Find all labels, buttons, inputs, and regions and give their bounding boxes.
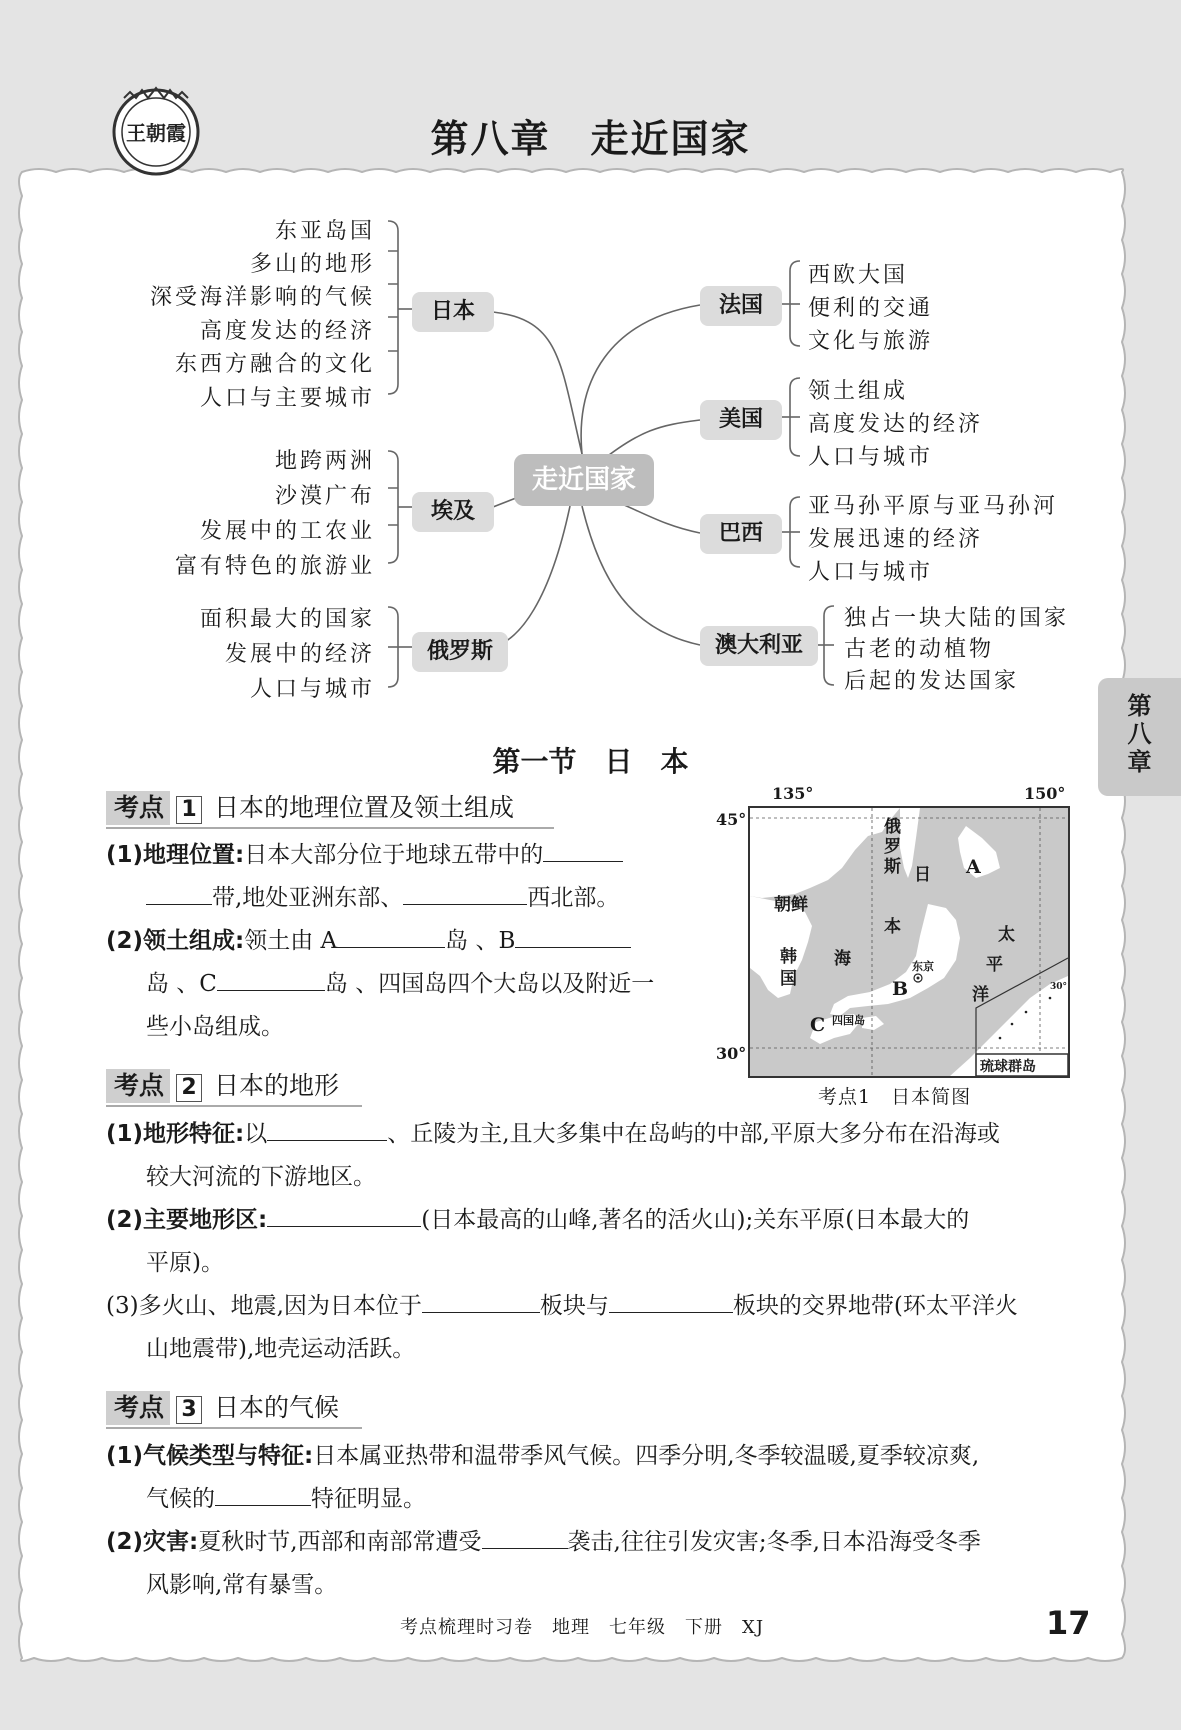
kd1-line-5: 些小岛组成。 — [146, 1014, 284, 1040]
kd2-line-3: (2)主要地形区: (日本最高的山峰,著名的活火山);关东平原(日本最大的 — [106, 1203, 969, 1237]
map-lat-bottom: 30° — [716, 1044, 747, 1063]
node-russia: 俄罗斯 — [412, 632, 508, 672]
center-node: 走近国家 — [514, 454, 654, 506]
egypt-item-4: 富有特色的旅游业 — [174, 554, 375, 579]
japan-map — [748, 806, 1070, 1078]
map-label-russia-2: 罗 — [884, 837, 901, 857]
svg-text:王朝霞: 王朝霞 — [126, 121, 186, 145]
blank-input[interactable] — [267, 1118, 387, 1141]
map-label-ryukyu: 琉球群岛 — [980, 1059, 1036, 1075]
france-item-3: 文化与旅游 — [808, 329, 934, 354]
map-label-russia-3: 斯 — [884, 857, 901, 877]
kd2-line-5: (3)多火山、地震,因为日本位于 板块与 板块的交界地带(环太平洋火 — [106, 1289, 1018, 1323]
japan-item-5: 东西方融合的文化 — [174, 352, 375, 377]
blank-input[interactable] — [267, 1204, 421, 1227]
blank-input[interactable] — [337, 925, 445, 948]
map-label-sea-3: 海 — [834, 949, 851, 969]
map-label-pacific-2: 平 — [986, 955, 1003, 975]
node-france: 法国 — [700, 286, 782, 326]
kaodian-1-header: 考点 1 日本的地理位置及领土组成 — [106, 791, 514, 825]
map-lat-top: 45° — [716, 810, 747, 829]
chapter-side-tab: 第八章 — [1098, 678, 1181, 796]
map-label-a: A — [966, 856, 981, 878]
map-label-pacific-1: 太 — [998, 925, 1015, 945]
kd2-line-1: (1)地形特征:以 、丘陵为主,且大多集中在岛屿的中部,平原大多分布在沿海或 — [106, 1117, 1000, 1151]
blank-input[interactable] — [482, 1526, 568, 1549]
page-number: 17 — [1046, 1604, 1091, 1642]
australia-item-1: 独占一块大陆的国家 — [844, 606, 1070, 631]
usa-item-1: 领土组成 — [808, 379, 909, 404]
usa-item-3: 人口与城市 — [808, 445, 934, 470]
map-label-north-korea: 朝鲜 — [774, 895, 808, 915]
blank-input[interactable] — [515, 925, 631, 948]
france-item-2: 便利的交通 — [808, 296, 934, 321]
footer-text: 考点梳理时习卷 地理 七年级 下册 XJ — [400, 1617, 765, 1638]
russia-item-1: 面积最大的国家 — [199, 607, 375, 632]
kd1-line-2: 带,地处亚洲东部、 西北部。 — [146, 881, 619, 915]
map-label-b: B — [892, 978, 909, 1000]
brazil-item-3: 人口与城市 — [808, 560, 934, 585]
node-japan: 日本 — [412, 292, 494, 332]
kd3-line-2: 气候的 特征明显。 — [146, 1482, 426, 1516]
egypt-item-2: 沙漠广布 — [274, 484, 375, 509]
kd2-line-4: 平原)。 — [146, 1250, 224, 1276]
map-label-tokyo: 东京 — [912, 960, 934, 973]
map-label-south-korea-2: 国 — [780, 969, 797, 989]
map-label-russia-1: 俄 — [884, 817, 901, 837]
blank-input[interactable] — [146, 882, 212, 905]
blank-input[interactable] — [403, 882, 527, 905]
map-label-pacific-3: 洋 — [972, 985, 989, 1005]
japan-item-4: 高度发达的经济 — [199, 319, 375, 344]
node-usa: 美国 — [700, 400, 782, 440]
japan-item-6: 人口与主要城市 — [199, 386, 375, 411]
russia-item-2: 发展中的经济 — [224, 642, 375, 667]
blank-input[interactable] — [217, 968, 325, 991]
chapter-title: 第八章 走近国家 — [430, 117, 751, 161]
kaodian-3-header: 考点 3 日本的气候 — [106, 1391, 339, 1425]
map-label-shikoku: 四国岛 — [832, 1014, 865, 1027]
kd2-line-2: 较大河流的下游地区。 — [146, 1164, 376, 1190]
blank-input[interactable] — [422, 1290, 540, 1313]
map-label-south-korea-1: 韩 — [780, 947, 797, 967]
france-item-1: 西欧大国 — [808, 263, 909, 288]
kd3-line-1: (1)气候类型与特征:日本属亚热带和温带季风气候。四季分明,冬季较温暖,夏季较凉爽, — [106, 1443, 980, 1469]
node-egypt: 埃及 — [412, 492, 494, 532]
egypt-item-3: 发展中的工农业 — [199, 519, 375, 544]
kd3-line-3: (2)灾害:夏秋时节,西部和南部常遭受 袭击,往往引发灾害;冬季,日本沿海受冬季 — [106, 1525, 981, 1559]
map-label-inset-lat: 30° — [1050, 982, 1068, 992]
japan-item-2: 多山的地形 — [249, 252, 375, 277]
node-brazil: 巴西 — [700, 514, 782, 554]
kd3-line-4: 风影响,常有暴雪。 — [146, 1572, 338, 1598]
blank-input[interactable] — [609, 1290, 733, 1313]
kd2-line-6: 山地震带),地壳运动活跃。 — [146, 1336, 416, 1362]
egypt-item-1: 地跨两洲 — [274, 449, 375, 474]
blank-input[interactable] — [215, 1483, 311, 1506]
kd1-line-3: (2)领土组成:领土由 A 岛 、B — [106, 924, 631, 958]
kd1-line-1: (1)地理位置:日本大部分位于地球五带中的 — [106, 838, 623, 872]
node-australia: 澳大利亚 — [700, 626, 818, 666]
map-label-sea-1: 日 — [914, 865, 931, 885]
kd1-line-4: 岛 、C 岛 、四国岛四个大岛以及附近一 — [146, 967, 654, 1001]
map-caption: 考点1 日本简图 — [818, 1086, 972, 1108]
map-lon-right: 150° — [1024, 784, 1066, 803]
map-label-c: C — [810, 1014, 826, 1036]
brazil-item-2: 发展迅速的经济 — [808, 527, 984, 552]
map-lon-left: 135° — [772, 784, 814, 803]
brazil-item-1: 亚马孙平原与亚马孙河 — [808, 494, 1059, 519]
usa-item-2: 高度发达的经济 — [808, 412, 984, 437]
section-title: 第一节 日 本 — [492, 745, 689, 778]
kaodian-2-header: 考点 2 日本的地形 — [106, 1069, 339, 1103]
japan-item-3: 深受海洋影响的气候 — [149, 285, 375, 310]
japan-item-1: 东亚岛国 — [274, 219, 375, 244]
blank-input[interactable] — [543, 839, 623, 862]
australia-item-2: 古老的动植物 — [844, 637, 995, 662]
map-label-sea-2: 本 — [884, 917, 901, 937]
australia-item-3: 后起的发达国家 — [844, 669, 1020, 694]
russia-item-3: 人口与城市 — [249, 677, 375, 702]
